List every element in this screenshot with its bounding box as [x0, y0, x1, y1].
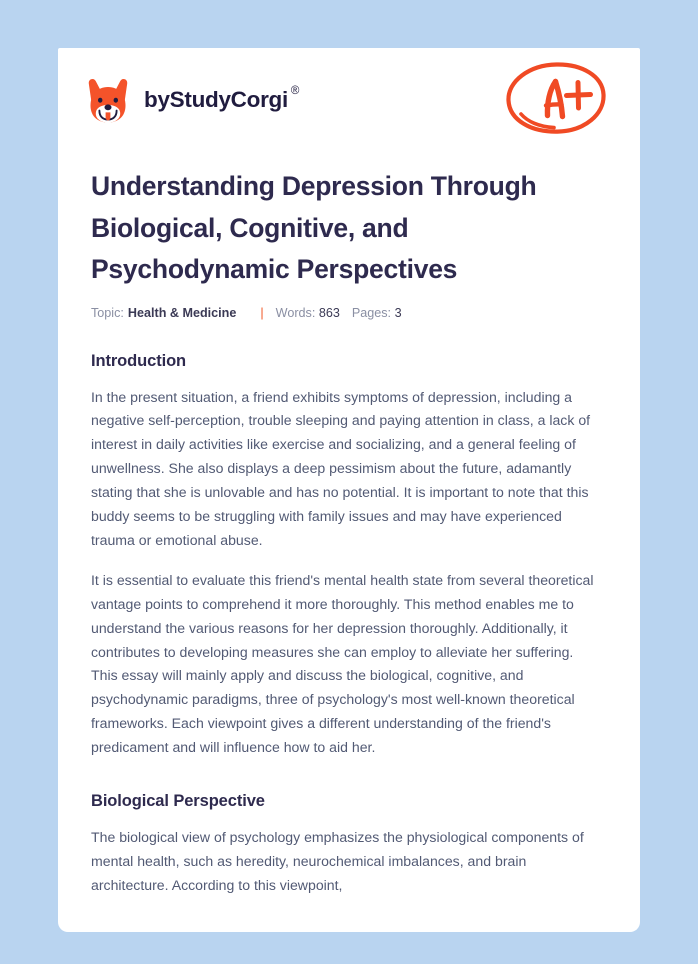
meta-pages-value: 3: [394, 305, 402, 320]
meta-words-label: Words:: [275, 305, 316, 320]
document-paper: [58, 48, 640, 932]
corgi-face-icon: [86, 76, 130, 124]
document-meta: [91, 306, 612, 320]
brand-wordmark: [144, 84, 300, 112]
meta-words: [276, 306, 340, 320]
paragraph: It is essential to evaluate this friend's mental health state from several theoretical vantage points to comprehend it more thoroughly. This method enables me to understand the various reasons for her depression thoroughly. Additionally, it contributes to developing measures she can employ to alleviate her suffering. This essay will mainly apply and discuss the biological, cognitive, and psychodynamic paradigms, three of psychology's most well-known theoretical frameworks. Each viewpoint gives a different understanding of the friend's predicament and will influence how to aid her.: [91, 571, 594, 756]
meta-topic-label: Topic:: [91, 305, 124, 320]
meta-pages: [352, 306, 402, 320]
document-header: [58, 48, 640, 152]
a-plus-grade-icon: [502, 57, 610, 143]
brand-name: StudyCorgi: [169, 86, 288, 112]
meta-topic-value[interactable]: Health & Medicine: [127, 305, 237, 320]
paragraph: The biological view of psychology emphasizes the physiological components of mental health, such as heredity, neurochemical imbalances, and brain architecture. According to this viewpoint,: [91, 829, 584, 893]
paragraph: In the present situation, a friend exhibits symptoms of depression, including a negative self-perception, trouble sleeping and paying attention in class, a lack of interest in daily activities like exercise and socializing, and a general feeling of unwellness. She also displays a deep pessimism about the future, adamantly stating that she is unlovable and has no potential. It is important to note that this buddy seems to be struggling with family issues and may have experienced trauma or emotional abuse.: [91, 388, 591, 548]
meta-topic: [91, 306, 236, 320]
studycorgi-brand[interactable]: [86, 76, 299, 124]
meta-words-value: 863: [318, 305, 340, 320]
meta-pages-label: Pages:: [351, 305, 392, 320]
section-heading-biological-perspective: Biological Perspective: [91, 792, 265, 811]
page-title: Understanding Depression Through Biological, Cognitive, and Psychodynamic Perspectives: [91, 171, 537, 284]
meta-separator: |: [260, 305, 264, 320]
document-body: [58, 166, 640, 898]
section-heading-introduction: Introduction: [91, 351, 187, 370]
registered-trademark-icon: ®: [290, 84, 300, 97]
brand-prefix: by: [144, 86, 170, 112]
